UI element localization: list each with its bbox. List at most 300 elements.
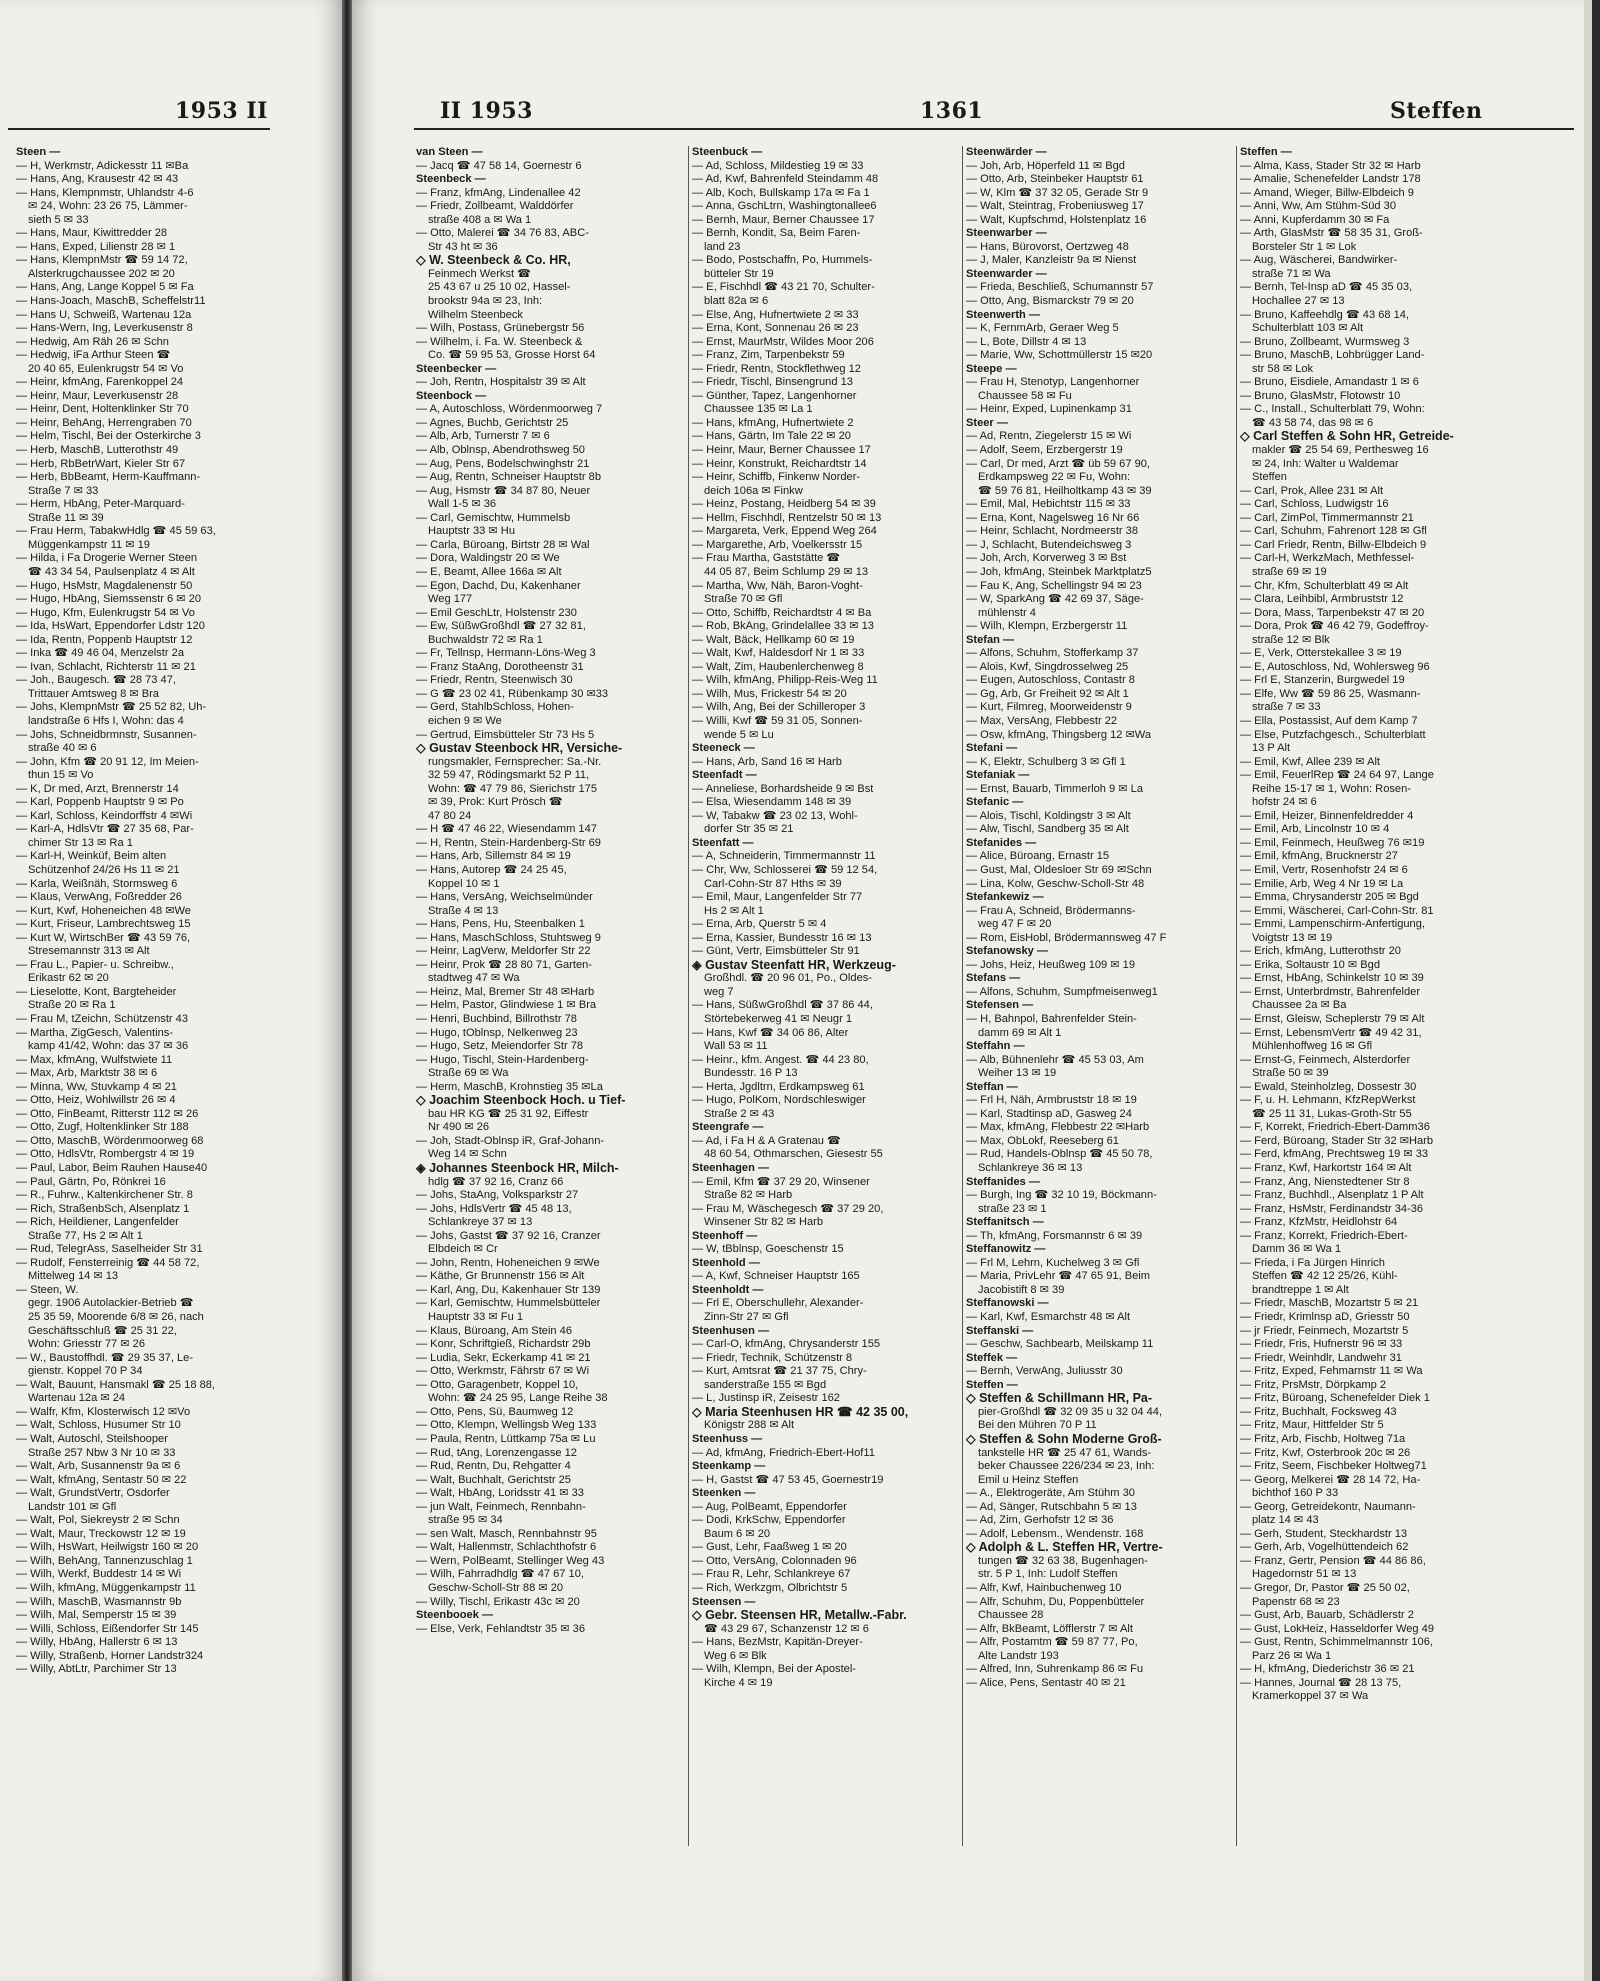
directory-entry: — Lina, Kolw, Geschw-Scholl-Str 48: [966, 877, 1145, 890]
directory-entry: ☎ 43 34 54, Paulsenplatz 4 ✉ Alt: [28, 565, 195, 578]
directory-entry: — Dodi, KrkSchw, Eppendorfer: [692, 1514, 846, 1527]
directory-entry: rungsmakler, Fernsprecher: Sa.-Nr.: [428, 755, 602, 768]
directory-entry: — Hans-Wern, Ing, Leverkusenstr 8: [16, 322, 193, 335]
directory-entry: — Gerh, Student, Steckhardstr 13: [1240, 1527, 1408, 1540]
directory-entry: — Wilh, Fahrradhdlg ☎ 47 67 10,: [416, 1568, 584, 1581]
directory-entry: Nr 490 ✉ 26: [428, 1121, 490, 1134]
directory-entry: — W, tBblnsp, Goeschenstr 15: [692, 1243, 844, 1256]
directory-entry: Wartenau 12a ✉ 24: [28, 1392, 126, 1405]
directory-entry: — Carl, Schloss, Ludwigstr 16: [1240, 498, 1389, 511]
directory-entry: Jacobistift 8 ✉ 39: [978, 1283, 1065, 1296]
surname-heading: Steenwarber —: [966, 227, 1047, 240]
directory-entry: ☎ 25 11 31, Lukas-Groth-Str 55: [1252, 1107, 1412, 1120]
directory-entry: — Otto, Garagenbetr, Koppel 10,: [416, 1378, 579, 1391]
directory-entry: — Johs, KlempnMstr ☎ 25 52 82, Uh-: [16, 701, 207, 714]
directory-entry: — Carla, Büroang, Birtstr 28 ✉ Wal: [416, 538, 590, 551]
directory-entry: straße 71 ✉ Wa: [1252, 267, 1331, 280]
directory-entry: — Heinr., kfm. Angest. ☎ 44 23 80,: [692, 1053, 869, 1066]
directory-entry: — Wilh, Klempn, Erzbergerstr 11: [966, 620, 1128, 633]
directory-entry: gegr. 1906 Autolackier-Betrieb ☎: [28, 1297, 194, 1310]
directory-entry: — Joh., Baugesch. ☎ 28 73 47,: [16, 674, 176, 687]
directory-entry: Chaussee 58 ✉ Fu: [978, 389, 1072, 402]
surname-heading: Steffen —: [966, 1378, 1018, 1391]
directory-entry: — W, Tabakw ☎ 23 02 13, Wohl-: [692, 809, 858, 822]
directory-entry: — Aug, Wäscherei, Bandwirker-: [1240, 254, 1398, 267]
directory-entry: — sen Walt, Masch, Rennbahnstr 95: [416, 1527, 597, 1540]
directory-entry: — Georg, Melkerei ☎ 28 14 72, Ha-: [1240, 1473, 1421, 1486]
directory-entry: — Hans-Joach, MaschB, Scheffelstr11: [16, 295, 206, 308]
directory-entry: — Ella, Postassist, Auf dem Kamp 7: [1240, 714, 1418, 727]
directory-entry: — Gerd, StahlbSchloss, Hohen-: [416, 701, 574, 714]
surname-heading: Steenbock —: [416, 389, 487, 402]
directory-entry: — Bernh, Tel-Insp aD ☎ 45 35 03,: [1240, 281, 1413, 294]
directory-entry: — Rich, Heildiener, Langenfelder: [16, 1216, 179, 1229]
directory-entry: — Wilhelm, i. Fa. W. Steenbeck &: [416, 335, 583, 348]
directory-entry: — Alice, Büroang, Ernastr 15: [966, 850, 1110, 863]
directory-entry: — Amand, Wieger, Billw-Elbdeich 9: [1240, 186, 1414, 199]
directory-entry: — Franz, Gertr, Pension ☎ 44 86 86,: [1240, 1554, 1426, 1567]
directory-entry: — Otto, MaschB, Wördenmoorweg 68: [16, 1134, 204, 1147]
directory-entry: Störtebekerweg 41 ✉ Neugr 1: [704, 1013, 853, 1025]
directory-entry: Damm 36 ✉ Wa 1: [1252, 1243, 1342, 1256]
directory-entry: — Hans, Arb, Sand 16 ✉ Harb: [692, 755, 842, 768]
directory-entry: Weg 177: [428, 593, 473, 606]
directory-entry: Wohn: ☎ 47 79 86, Sierichstr 175: [428, 782, 598, 795]
directory-entry: — Wilh, Mal, Semperstr 15 ✉ 39: [16, 1609, 177, 1622]
surname-heading: Steffanowski —: [966, 1297, 1049, 1310]
surname-heading: Steenholdt —: [692, 1283, 764, 1296]
directory-entry: — Gg, Arb, Gr Freiheit 92 ✉ Alt 1: [966, 687, 1129, 700]
directory-entry: — F, u. H. Lehmann, KfzRepWerkst: [1240, 1094, 1416, 1107]
surname-heading: Steer —: [966, 416, 1008, 429]
directory-entry: — Karl, Stadtinsp aD, Gasweg 24: [966, 1107, 1132, 1120]
directory-entry: Mittelweg 14 ✉ 13: [28, 1270, 119, 1283]
directory-entry: — Aug, PolBeamt, Eppendorfer: [692, 1500, 847, 1513]
directory-entry: — Ernst, Unterbrdmstr, Bahrenfelder: [1240, 985, 1421, 998]
directory-entry: — Rudolf, Fensterreinig ☎ 44 58 72,: [16, 1256, 200, 1269]
directory-entry: ☎ 43 29 67, Schanzenstr 12 ✉ 6: [704, 1622, 869, 1635]
directory-entry: — Ernst, Bauarb, Timmerloh 9 ✉ La: [966, 782, 1144, 795]
directory-entry: — Egon, Dachd, Du, Kakenhaner: [416, 579, 581, 592]
directory-entry: — Hugo, PolKom, Nordschleswiger: [692, 1094, 866, 1107]
surname-heading: Steffahn —: [966, 1040, 1025, 1053]
directory-entry: bichthof 160 P 33: [1252, 1487, 1339, 1500]
directory-entry: — Carl, ZimPol, Timmermannstr 21: [1240, 511, 1414, 524]
directory-entry: damm 69 ✉ Alt 1: [978, 1026, 1062, 1039]
directory-entry: — Hugo, Tischl, Stein-Hardenberg-: [416, 1053, 589, 1066]
surname-heading: Steepe —: [966, 362, 1017, 375]
surname-heading: Steenwärder —: [966, 146, 1047, 158]
directory-entry: — Fau K, Ang, Schellingstr 94 ✉ 23: [966, 579, 1142, 592]
directory-entry: — Walt, Pol, Siekreystr 2 ✉ Schn: [16, 1514, 180, 1527]
directory-entry: — Bruno, Kaffeehdlg ☎ 43 68 14,: [1240, 308, 1410, 321]
directory-entry: hdlg ☎ 37 92 16, Cranz 66: [428, 1175, 564, 1188]
directory-entry: — jun Walt, Feinmech, Rennbahn-: [416, 1500, 586, 1513]
directory-entry: — Walt, GrundstVertr, Osdorfer: [16, 1487, 170, 1500]
directory-entry: straße 7 ✉ 33: [1252, 701, 1321, 714]
directory-entry: — Friedr, Krimlnsp aD, Griesstr 50: [1240, 1311, 1410, 1324]
directory-entry: — E, Beamt, Allee 166a ✉ Alt: [416, 565, 562, 578]
directory-entry: — Ewald, Steinholzleg, Dossestr 30: [1240, 1080, 1417, 1093]
directory-entry: — Walt, Zim, Haubenlerchenweg 8: [692, 660, 864, 673]
surname-heading: Stefankewiz —: [966, 891, 1044, 904]
directory-entry: — Hugo, HbAng, Siemssenstr 6 ✉ 20: [16, 593, 202, 606]
directory-column-1: [416, 146, 684, 1636]
directory-entry: Hochallee 27 ✉ 13: [1252, 295, 1345, 308]
directory-entry: — Henri, Buchbind, Billrothstr 78: [416, 1013, 577, 1025]
directory-entry: — Paul, Labor, Beim Rauhen Hause40: [16, 1162, 208, 1175]
directory-entry: — Otto, Zugf, Holtenklinker Str 188: [16, 1121, 189, 1134]
directory-entry: — Joh, Arch, Korverweg 3 ✉ Bst: [966, 552, 1127, 565]
directory-entry: — Carl Friedr, Rentn, Billw-Elbdeich 9: [1240, 538, 1427, 551]
surname-heading: Steenbooek —: [416, 1609, 494, 1622]
directory-entry: Zinn-Str 27 ✉ Gfl: [704, 1311, 789, 1324]
directory-entry: — Hans, Arb, Sillemstr 84 ✉ 19: [416, 850, 571, 863]
directory-entry: — E, Fischhdl ☎ 43 21 70, Schulter-: [692, 281, 875, 294]
directory-entry: — Rud, tAng, Lorenzengasse 12: [416, 1446, 577, 1459]
directory-entry: Chaussee 135 ✉ La 1: [704, 403, 813, 416]
directory-entry: — H ☎ 47 46 22, Wiesendamm 147: [416, 823, 597, 836]
directory-entry: — Alfons, Schuhm, Sumpfmeisenweg1: [966, 985, 1158, 998]
directory-entry: — Klaus, VerwAng, Foßredder 26: [16, 891, 182, 904]
surname-heading: Steenfatt —: [692, 836, 754, 849]
directory-entry: — F, Korrekt, Friedrich-Ebert-Damm36: [1240, 1121, 1430, 1134]
directory-entry: — Alfr, Postamtm ☎ 59 87 77, Po,: [966, 1636, 1138, 1649]
directory-entry: Erdkampsweg 22 ✉ Fu, Wohn:: [978, 471, 1131, 484]
directory-entry: platz 14 ✉ 43: [1252, 1514, 1319, 1527]
directory-entry: Straße 50 ✉ 39: [1252, 1067, 1329, 1080]
directory-entry: ✉ 24, Inh: Walter u Waldemar: [1252, 457, 1399, 470]
directory-entry: — Kurt, Filmreg, Moorweidenstr 9: [966, 701, 1132, 714]
directory-entry: — Hans, Pens, Hu, Steenbalken 1: [416, 918, 585, 931]
directory-entry: — Alb, Oblnsp, Abendrothsweg 50: [416, 444, 585, 457]
directory-entry: Großhdl. ☎ 20 96 01, Po., Oldes-: [704, 972, 872, 985]
directory-entry: Mühlenhoffweg 16 ✉ Gfl: [1252, 1040, 1373, 1053]
directory-entry: str 58 ✉ Lok: [1252, 362, 1314, 375]
directory-entry: Hagedornstr 51 ✉ 13: [1252, 1568, 1357, 1581]
directory-entry: — Willy, Straßenb, Horner Landstr324: [16, 1649, 204, 1662]
directory-entry: — Erna, Arb, Querstr 5 ✉ 4: [692, 918, 827, 931]
surname-heading: Steenwerth —: [966, 308, 1040, 321]
directory-entry: — Elfe, Ww ☎ 59 86 25, Wasmann-: [1240, 687, 1421, 700]
directory-entry: — Margarethe, Arb, Voelkersstr 15: [692, 538, 863, 551]
directory-entry: Schützenhof 24/26 Hs 11 ✉ 21: [28, 863, 180, 876]
directory-entry: — Wilh, Klempn, Bei der Apostel-: [692, 1663, 857, 1676]
directory-entry: — Friedr, MaschB, Mozartstr 5 ✉ 21: [1240, 1297, 1419, 1310]
directory-entry: — jr Friedr, Feinmech, Mozartstr 5: [1240, 1324, 1409, 1337]
directory-entry: — Ad, i Fa H & A Gratenau ☎: [692, 1134, 841, 1147]
business-listing: ◇ Steffen & Schillmann HR, Pa-: [966, 1392, 1153, 1406]
directory-entry: — Emmi, Lampenschirm-Anfertigung,: [1240, 918, 1425, 931]
surname-heading: Steenwarder —: [966, 267, 1047, 280]
directory-entry: — Hugo, Kfm, Eulenkrugstr 54 ✉ Vo: [16, 606, 195, 619]
directory-entry: — Ad, Sänger, Rutschbahn 5 ✉ 13: [966, 1500, 1137, 1513]
directory-entry: — Herm, HbAng, Peter-Marquard-: [16, 498, 185, 511]
directory-entry: — W., Baustoffhdl. ☎ 29 35 37, Le-: [16, 1351, 194, 1364]
directory-entry: — Hilda, i Fa Drogerie Werner Steen: [16, 552, 198, 565]
directory-entry: — Lieselotte, Kont, Bargteheider: [16, 985, 177, 998]
directory-entry: Chaussee 28: [978, 1609, 1044, 1622]
directory-entry: — Emil, FeuerlRep ☎ 24 64 97, Lange: [1240, 769, 1434, 782]
directory-entry: — Franz, Kwf, Harkortstr 164 ✉ Alt: [1240, 1162, 1412, 1175]
directory-entry: — Frl E, Stanzerin, Burgwedel 19: [1240, 674, 1405, 687]
directory-entry: — Hans, Bürovorst, Oertzweg 48: [966, 240, 1129, 253]
directory-entry: — Emil, Maur, Langenfelder Str 77: [692, 891, 863, 904]
directory-entry: — Heinr, BehAng, Herrengraben 70: [16, 416, 192, 429]
directory-entry: land 23: [704, 240, 741, 253]
directory-entry: — Ludia, Sekr, Eckerkamp 41 ✉ 21: [416, 1351, 591, 1364]
directory-entry: — Emil, Vertr, Rosenhofstr 24 ✉ 6: [1240, 863, 1408, 876]
directory-entry: — Herm, MaschB, Krohnstieg 35 ✉La: [416, 1080, 603, 1093]
directory-entry: — Wern, PolBeamt, Stellinger Weg 43: [416, 1554, 605, 1567]
directory-entry: — Herb, MaschB, Lutterothstr 49: [16, 444, 179, 457]
directory-entry: — Franz, KfzMstr, Heidlohstr 64: [1240, 1216, 1398, 1229]
directory-entry: — Johs, HdlsVertr ☎ 45 48 13,: [416, 1202, 572, 1215]
directory-entry: Schulterblatt 103 ✉ Alt: [1252, 322, 1364, 335]
directory-entry: Wilhelm Steenbeck: [428, 308, 523, 321]
directory-entry: — Walt, Bäck, Hellkamp 60 ✉ 19: [692, 633, 855, 646]
directory-entry: Chaussee 2a ✉ Ba: [1252, 999, 1347, 1012]
surname-heading: Steenken —: [692, 1487, 756, 1500]
directory-entry: sieth 5 ✉ 33: [28, 213, 89, 226]
directory-entry: pier-Großhdl ☎ 32 09 35 u 32 04 44,: [978, 1405, 1163, 1418]
directory-entry: — Ida, HsWart, Eppendorfer Ldstr 120: [16, 620, 205, 633]
surname-heading: Steffek —: [966, 1351, 1018, 1364]
directory-entry: — Walt, Steintrag, Frobeniusweg 17: [966, 200, 1144, 213]
surname-heading: Stefanowsky —: [966, 945, 1048, 958]
column-divider: [1236, 146, 1237, 1846]
directory-entry: — Heinr, Schiffb, Finkenw Norder-: [692, 471, 861, 484]
directory-entry: — Karl-A, HdlsVtr ☎ 27 35 68, Par-: [16, 823, 194, 836]
directory-entry: — Hans, Kwf ☎ 34 06 86, Alter: [692, 1026, 849, 1039]
directory-entry: — Willi, Schloss, Eißendorfer Str 145: [16, 1622, 199, 1635]
page-number: 1361: [920, 98, 984, 124]
directory-entry: Trittauer Amtsweg 8 ✉ Bra: [28, 687, 159, 700]
directory-entry: — Alfred, Inn, Suhrenkamp 86 ✉ Fu: [966, 1663, 1144, 1676]
directory-entry: — Kurt, Amtsrat ☎ 21 37 75, Chry-: [692, 1365, 867, 1378]
directory-entry: — Walt, HbAng, Loridsstr 41 ✉ 33: [416, 1487, 584, 1500]
directory-entry: blatt 82a ✉ 6: [704, 295, 769, 308]
directory-entry: chimer Str 13 ✉ Ra 1: [28, 836, 133, 849]
left-page-header: 1953 II: [175, 98, 268, 124]
directory-entry: — Alois, Kwf, Singdrosselweg 25: [966, 660, 1129, 673]
directory-entry: — Eugen, Autoschloss, Contastr 8: [966, 674, 1135, 687]
directory-entry: beker Chaussee 226/234 ✉ 23, Inh:: [978, 1460, 1155, 1473]
directory-entry: — Willy, Tischl, Erikastr 43c ✉ 20: [416, 1595, 580, 1608]
directory-entry: — Ad, Zim, Gerhofstr 12 ✉ 36: [966, 1514, 1114, 1527]
directory-entry: Geschäftsschluß ☎ 25 31 22,: [28, 1324, 177, 1337]
directory-entry: kamp 41/42, Wohn: das 37 ✉ 36: [28, 1040, 189, 1053]
directory-entry: — Heinz, Postang, Heidberg 54 ✉ 39: [692, 498, 876, 511]
directory-entry: — Ad, kfmAng, Friedrich-Ebert-Hof11: [692, 1446, 875, 1459]
directory-entry: — Dora, Waldingstr 20 ✉ We: [416, 552, 560, 565]
directory-entry: Wall 53 ✉ 11: [704, 1040, 768, 1053]
directory-entry: Steffen: [1252, 471, 1287, 484]
directory-entry: — Gertrud, Eimsbütteler Str 73 Hs 5: [416, 728, 595, 741]
directory-entry: weg 47 F ✉ 20: [978, 918, 1052, 931]
directory-entry: — Ivan, Schlacht, Richterstr 11 ✉ 21: [16, 660, 196, 673]
directory-entry: Reihe 15-17 ✉ 1, Wohn: Rosen-: [1252, 782, 1411, 795]
directory-entry: — Paula, Rentn, Lüttkamp 75a ✉ Lu: [416, 1432, 596, 1445]
surname-heading: Stefans —: [966, 972, 1021, 985]
directory-entry: — Burgh, Ing ☎ 32 10 19, Böckmann-: [966, 1189, 1157, 1202]
directory-entry: — Hans, Autorep ☎ 24 25 45,: [416, 863, 567, 876]
directory-entry: Feinmech Werkst ☎: [428, 267, 532, 280]
directory-entry: — Hans, Exped, Lilienstr 28 ✉ 1: [16, 240, 176, 253]
directory-entry: — Emil, Feinmech, Heußweg 76 ✉19: [1240, 836, 1425, 849]
surname-heading: Steenhold —: [692, 1256, 760, 1269]
directory-entry: 13 P Alt: [1252, 742, 1291, 755]
page-edge: [1584, 0, 1592, 1981]
directory-entry: ☎ 59 76 81, Heilholtkamp 43 ✉ 39: [978, 484, 1152, 497]
directory-entry: — Otto, HdlsVtr, Rombergstr 4 ✉ 19: [16, 1148, 195, 1161]
surname-heading: Stefani —: [966, 742, 1018, 755]
directory-entry: — Hans, BezMstr, Kapitän-Dreyer-: [692, 1636, 863, 1649]
directory-entry: — Carl, Dr med, Arzt ☎ üb 59 67 90,: [966, 457, 1150, 470]
directory-entry: Str 43 ht ✉ 36: [428, 240, 498, 253]
directory-entry: Straße 70 ✉ Gfl: [704, 593, 783, 606]
directory-entry: — Alma, Kass, Stader Str 32 ✉ Harb: [1240, 159, 1421, 172]
directory-entry: — Wilh, MaschB, Wasmannstr 9b: [16, 1595, 182, 1608]
directory-entry: — Otto, Klempn, Wellingsb Weg 133: [416, 1419, 597, 1432]
directory-entry: — Martha, ZigGesch, Valentins-: [16, 1026, 174, 1039]
directory-entry: Stresemannstr 313 ✉ Alt: [28, 945, 150, 958]
directory-entry: straße 69 ✉ 19: [1252, 565, 1327, 578]
directory-entry: Baum 6 ✉ 20: [704, 1527, 771, 1540]
directory-entry: bau HR KG ☎ 25 31 92, Eiffestr: [428, 1107, 589, 1120]
directory-entry: — W, SparkAng ☎ 42 69 37, Säge-: [966, 593, 1144, 606]
directory-column-2: [692, 146, 958, 1690]
directory-entry: — Walt, Kupfschmd, Holstenplatz 16: [966, 213, 1147, 226]
directory-entry: — Heinr, LagVerw, Meldorfer Str 22: [416, 945, 591, 958]
directory-entry: — Steen, W.: [16, 1283, 79, 1296]
directory-entry: Carl-Cohn-Str 87 Hths ✉ 39: [704, 877, 842, 890]
directory-entry: Bundesstr. 16 P 13: [704, 1067, 798, 1080]
directory-entry: — A, Autoschloss, Wördenmoorweg 7: [416, 403, 603, 416]
directory-entry: — Herta, Jgdltrn, Erdkampsweg 61: [692, 1080, 865, 1093]
directory-entry: str. 5 P 1, Inh: Ludolf Steffen: [978, 1568, 1118, 1581]
directory-entry: — R., Fuhrw., Kaltenkirchener Str. 8: [16, 1189, 193, 1202]
directory-entry: straße 40 ✉ 6: [28, 742, 97, 755]
directory-entry: 47 80 24: [428, 809, 472, 822]
directory-entry: — Carl, Schuhm, Fahrenort 128 ✉ Gfl: [1240, 525, 1427, 538]
directory-entry: ✉ 24, Wohn: 23 26 75, Lämmer-: [28, 200, 188, 213]
right-page-header-left: II 1953: [440, 98, 533, 124]
directory-entry: — Alfr, Schuhm, Du, Poppenbütteler: [966, 1595, 1145, 1608]
directory-entry: — Fritz, Arb, Fischb, Holtweg 71a: [1240, 1432, 1406, 1445]
directory-entry: — Friedr, Zollbeamt, Walddörfer: [416, 200, 574, 213]
directory-entry: — Erna, Kont, Sonnenau 26 ✉ 23: [692, 322, 859, 335]
surname-heading: Stefanides —: [966, 836, 1037, 849]
directory-entry: — Bernh, Maur, Berner Chaussee 17: [692, 213, 875, 226]
directory-entry: — Adolf, Seem, Erzbergerstr 19: [966, 444, 1123, 457]
directory-entry: — Franz, HsMstr, Ferdinandstr 34-36: [1240, 1202, 1424, 1215]
directory-entry: hofstr 24 ✉ 6: [1252, 796, 1317, 809]
directory-entry: — Ernst, HbAng, Schinkelstr 10 ✉ 39: [1240, 972, 1424, 985]
directory-entry: — Emil, kfmAng, Brucknerstr 27: [1240, 850, 1398, 863]
directory-entry: — Alfons, Schuhm, Stofferkamp 37: [966, 647, 1139, 660]
directory-entry: — Max, VersAng, Flebbestr 22: [966, 714, 1118, 727]
surname-heading: Steenbecker —: [416, 362, 497, 375]
directory-entry: Kramerkoppel 37 ✉ Wa: [1252, 1690, 1369, 1703]
directory-entry: — Johs, Schneidbrmnstr, Susannen-: [16, 728, 197, 741]
directory-entry: — Franz, kfmAng, Lindenallee 42: [416, 186, 581, 199]
surname-heading: Steenkamp —: [692, 1460, 766, 1473]
directory-entry: — Gust, Mal, Oldesloer Str 69 ✉Schn: [966, 863, 1152, 876]
directory-entry: — Franz StaAng, Dorotheenstr 31: [416, 660, 584, 673]
directory-entry: — Johs, Heiz, Heußweg 109 ✉ 19: [966, 958, 1136, 971]
directory-entry: — Hans, Klempnmstr, Uhlandstr 4-6: [16, 186, 194, 199]
directory-entry: Steffen ☎ 42 12 25/26, Kühl-: [1252, 1270, 1398, 1283]
directory-entry: Elbdeich ✉ Cr: [428, 1243, 498, 1256]
directory-entry: — Else, Verk, Fehlandtstr 35 ✉ 36: [416, 1622, 586, 1635]
directory-entry: Parz 26 ✉ Wa 1: [1252, 1649, 1332, 1662]
directory-entry: — Marie, Ww, Schottmüllerstr 15 ✉20: [966, 349, 1153, 362]
directory-entry: — Ernst-G, Feinmech, Alsterdorfer: [1240, 1053, 1411, 1066]
directory-entry: — Wilh, BehAng, Tannenzuschlag 1: [16, 1554, 193, 1567]
directory-entry: — Rud, Handels-Oblnsp ☎ 45 50 78,: [966, 1148, 1153, 1161]
directory-entry: — Jacq ☎ 47 58 14, Goernestr 6: [416, 159, 582, 172]
directory-entry: — Adolf, Lebensm., Wendenstr. 168: [966, 1527, 1144, 1540]
directory-entry: — Heinr, Exped, Lupinenkamp 31: [966, 403, 1132, 416]
directory-entry: — Rud, TelegrAss, Saselheider Str 31: [16, 1243, 203, 1256]
directory-entry: — Erika, Soltaustr 10 ✉ Bgd: [1240, 958, 1381, 971]
directory-entry: — Bernh, VerwAng, Juliusstr 30: [966, 1365, 1123, 1378]
directory-entry: — Franz, Zim, Tarpenbekstr 59: [692, 349, 845, 362]
directory-entry: — Elsa, Wiesendamm 148 ✉ 39: [692, 796, 852, 809]
directory-entry: — Bruno, Zollbeamt, Wurmsweg 3: [1240, 335, 1410, 348]
directory-entry: — Osw, kfmAng, Thingsberg 12 ✉Wa: [966, 728, 1152, 741]
directory-entry: — Franz, Ang, Nienstedtener Str 8: [1240, 1175, 1410, 1188]
directory-entry: — Georg, Getreidekontr, Naumann-: [1240, 1500, 1416, 1513]
directory-entry: — Käthe, Gr Brunnenstr 156 ✉ Alt: [416, 1270, 585, 1283]
directory-entry: — Fritz, Büroang, Schenefelder Diek 1: [1240, 1392, 1430, 1405]
business-listing: ◇ Gebr. Steensen HR, Metallw.-Fabr.: [692, 1609, 907, 1623]
directory-entry: — Bernh, Kondit, Sa, Beim Faren-: [692, 227, 861, 240]
directory-entry: straße 408 a ✉ Wa 1: [428, 213, 532, 226]
directory-entry: — Gregor, Dr, Pastor ☎ 25 50 02,: [1240, 1581, 1410, 1594]
directory-entry: — Emil, Kwf, Allee 239 ✉ Alt: [1240, 755, 1381, 768]
directory-entry: — Hans, kfmAng, Hufnertwiete 2: [692, 416, 854, 429]
directory-entry: — Walt, Maur, Treckowstr 12 ✉ 19: [16, 1527, 186, 1540]
directory-entry: Straße 2 ✉ 43: [704, 1107, 775, 1120]
left-page: [0, 0, 342, 1981]
directory-entry: — L, Bote, Dillstr 4 ✉ 13: [966, 335, 1087, 348]
directory-entry: Bei den Mühren 70 P 11: [978, 1419, 1097, 1432]
directory-entry: — Friedr, Fris, Hufnerstr 96 ✉ 33: [1240, 1338, 1403, 1351]
directory-entry: — Bruno, Eisdiele, Amandastr 1 ✉ 6: [1240, 376, 1419, 389]
directory-entry: — Kurt W, WirtschBer ☎ 43 59 76,: [16, 931, 191, 944]
directory-entry: — Frau A, Schneid, Brödermanns-: [966, 904, 1136, 917]
directory-entry: Landstr 101 ✉ Gfl: [28, 1500, 117, 1513]
directory-entry: — Chr, Ww, Schlosserei ☎ 59 12 54,: [692, 863, 878, 876]
directory-entry: — Karl, Schloss, Keindorffstr 4 ✉Wi: [16, 809, 193, 822]
directory-entry: Emil u Heinz Steffen: [978, 1473, 1079, 1486]
directory-entry: — Alice, Pens, Sentastr 40 ✉ 21: [966, 1676, 1126, 1689]
directory-entry: — K, Dr med, Arzt, Brennerstr 14: [16, 782, 179, 795]
directory-entry: — Carl-O, kfmAng, Chrysanderstr 155: [692, 1338, 881, 1351]
surname-heading: Steffen —: [1240, 146, 1292, 158]
directory-entry: Königstr 288 ✉ Alt: [704, 1419, 795, 1432]
directory-entry: — Heinr, Maur, Berner Chaussee 17: [692, 444, 871, 457]
directory-entry: — Wilh, kfmAng, Philipp-Reis-Weg 11: [692, 674, 878, 687]
directory-entry: Hauptstr 33 ✉ Hu: [428, 525, 515, 538]
directory-entry: — Alb, Arb, Turnerstr 7 ✉ 6: [416, 430, 550, 443]
directory-entry: Geschw-Scholl-Str 88 ✉ 20: [428, 1581, 564, 1594]
directory-entry: Schlankreye 36 ✉ 13: [978, 1162, 1083, 1175]
directory-entry: — Joh, Stadt-Oblnsp iR, Graf-Johann-: [416, 1134, 605, 1147]
directory-entry: — Hans, MaschSchloss, Stuhtsweg 9: [416, 931, 601, 944]
